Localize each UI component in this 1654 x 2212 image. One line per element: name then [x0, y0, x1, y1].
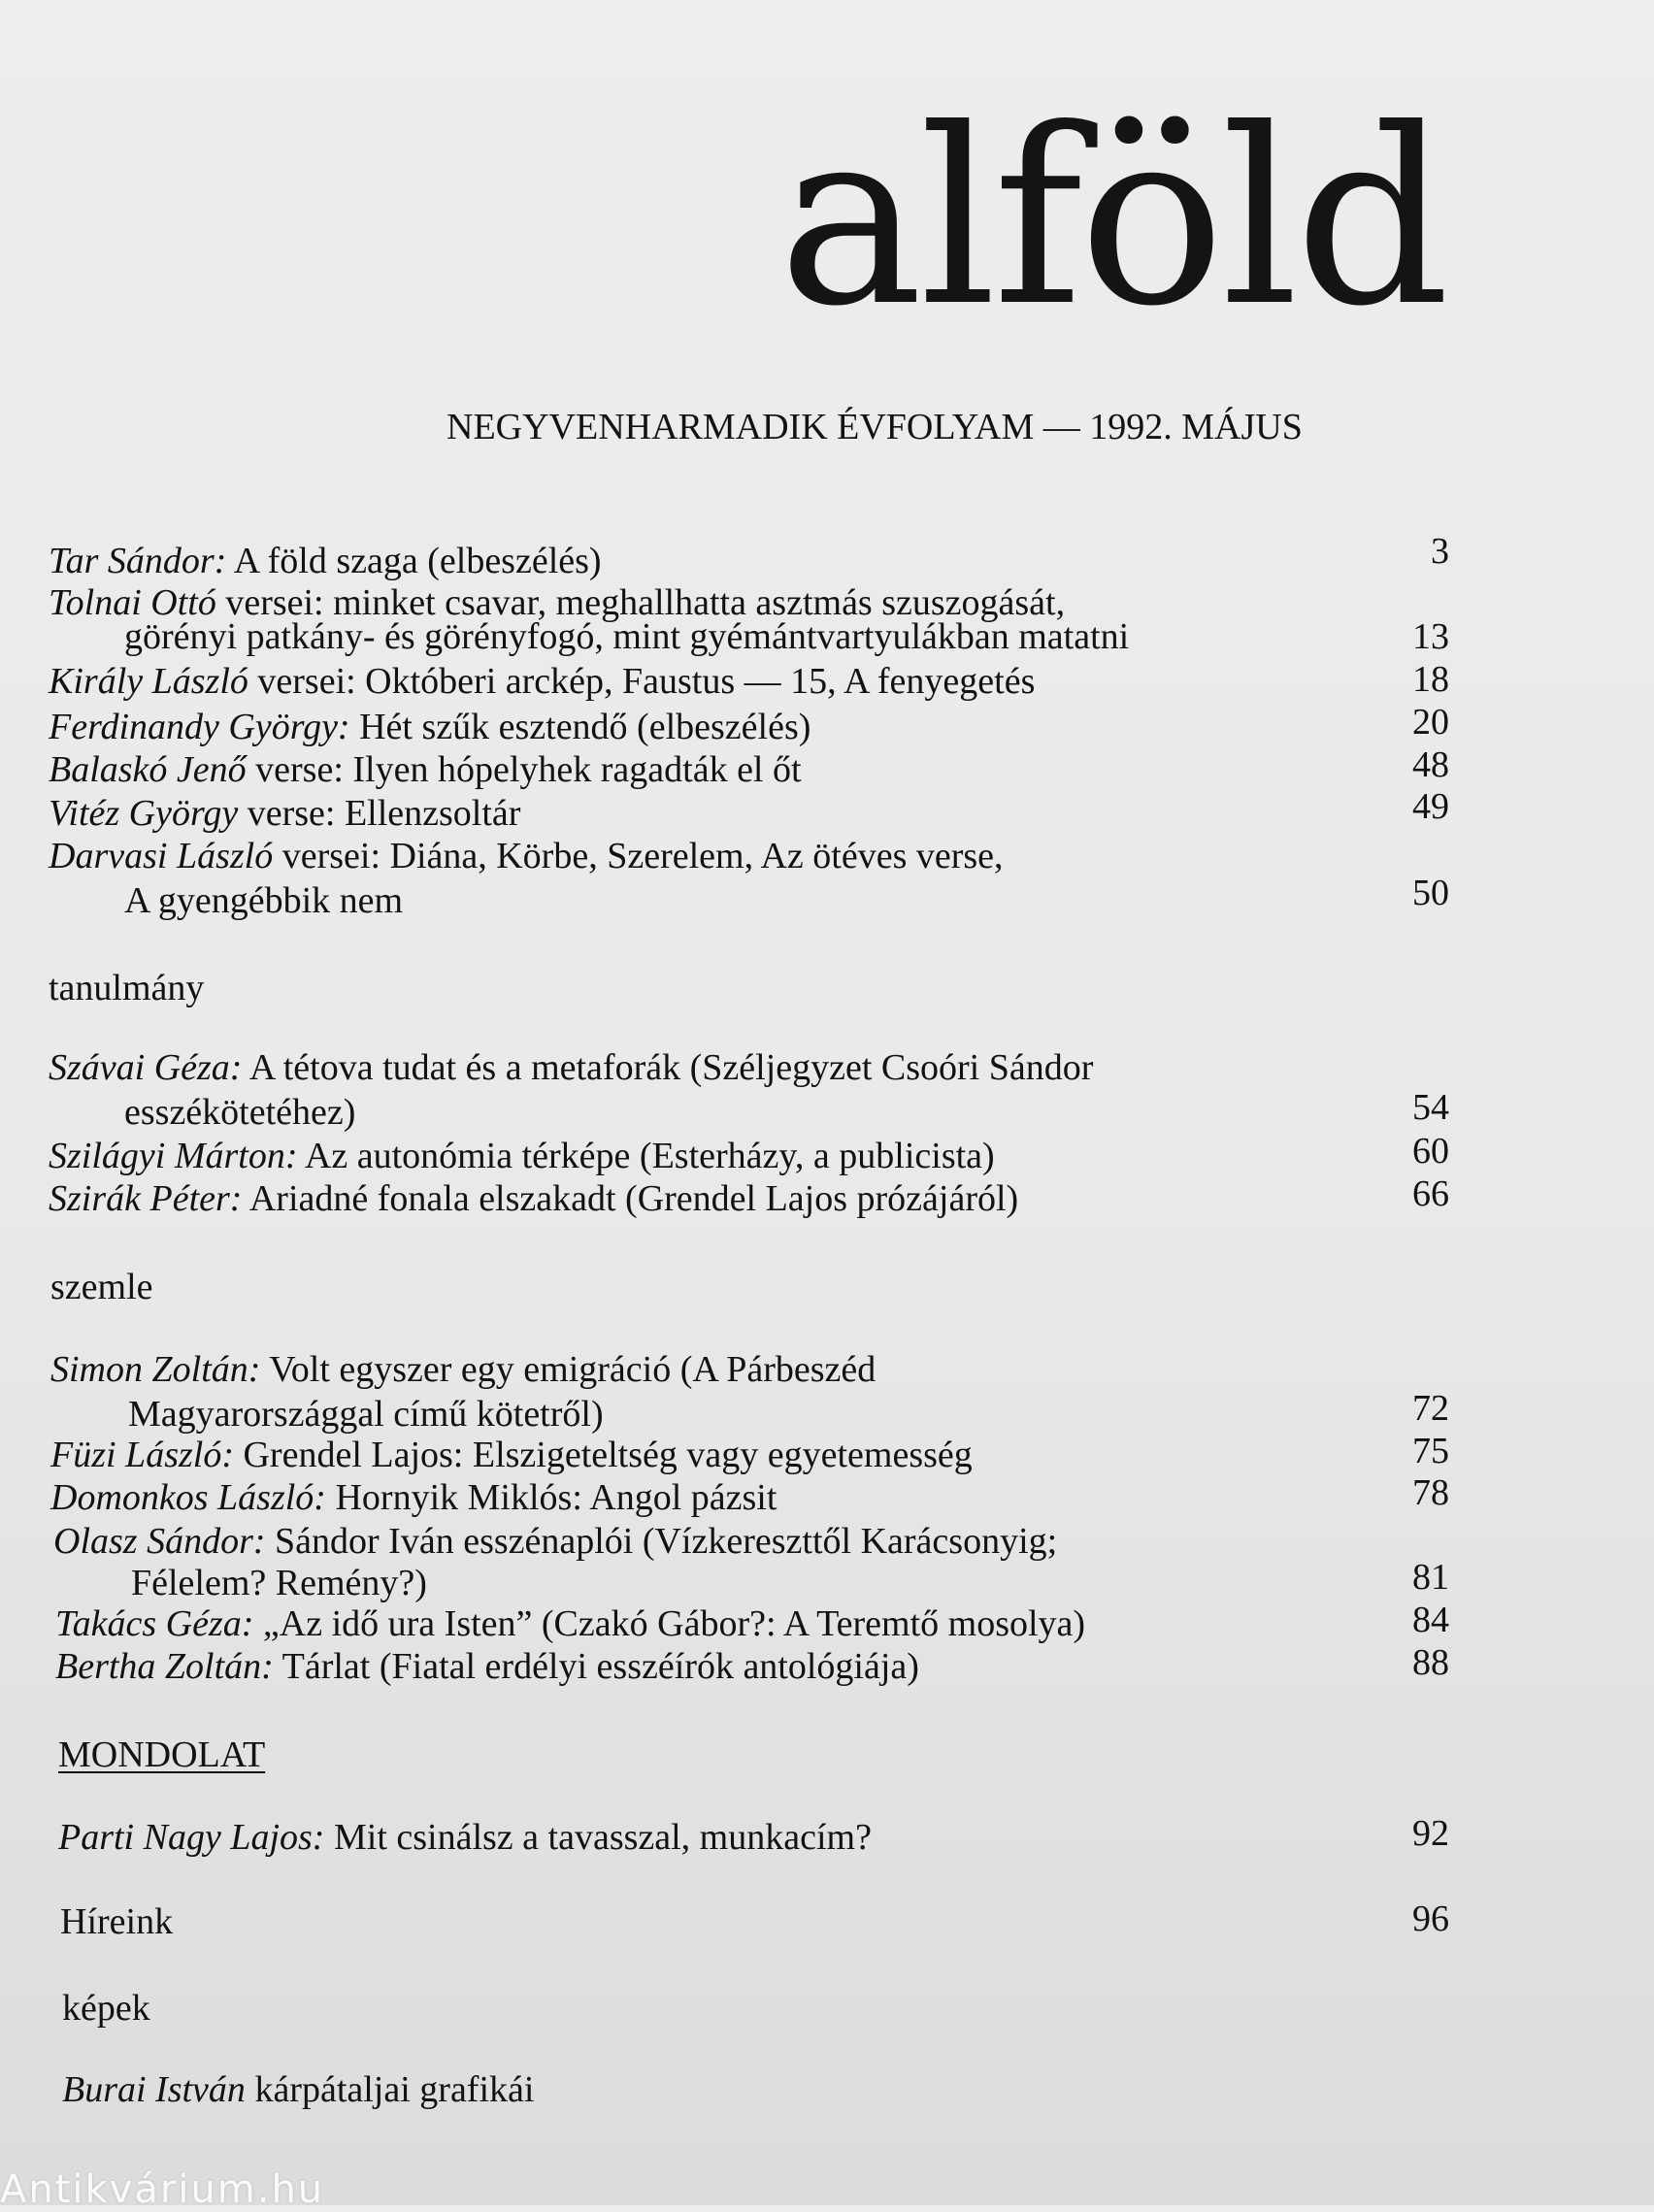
toc-page-number: 13	[1412, 616, 1449, 657]
toc-title: verse: Ellenzsoltár	[238, 793, 521, 834]
toc-page-number: 48	[1412, 744, 1449, 785]
toc-author: Olasz Sándor:	[53, 1521, 266, 1562]
toc-title: Mit csinálsz a tavasszal, munkacím?	[324, 1817, 872, 1858]
toc-entry	[49, 1134, 995, 1178]
toc-title: kárpátaljai grafikái	[245, 2069, 535, 2110]
toc-page-number: 78	[1412, 1472, 1449, 1513]
toc-title-continuation: Magyarországgal című kötetről)	[128, 1394, 604, 1435]
toc-entry	[49, 539, 602, 583]
toc-author: Simon Zoltán:	[50, 1349, 261, 1390]
toc-author: Vitéz György	[49, 793, 239, 834]
issue-line: NEGYVENHARMADIK ÉVFOLYAM — 1992. MÁJUS	[447, 407, 1303, 447]
section-heading-kepek: képek	[62, 1988, 150, 2029]
toc-title: A föld szaga (elbeszélés)	[226, 541, 602, 581]
magazine-masthead: alföld	[777, 77, 1446, 359]
toc-entry	[49, 1045, 1093, 1090]
toc-title: versei: Diána, Körbe, Szerelem, Az ötéves verse,	[273, 836, 1004, 876]
toc-title: „Az idő ura Isten” (Czakó Gábor?: A Teremtő mosolya)	[253, 1603, 1086, 1644]
section-heading-tanulmany: tanulmány	[49, 968, 205, 1008]
toc-title-continuation: Félelem? Remény?)	[131, 1563, 427, 1603]
toc-author: Tar Sándor:	[49, 541, 227, 581]
toc-title: Hornyik Miklós: Angol pázsit	[325, 1477, 777, 1518]
toc-title: Sándor Iván esszénaplói (Vízkereszttől Karácsonyig;	[265, 1521, 1058, 1562]
toc-author: Szirák Péter:	[49, 1178, 243, 1219]
toc-page-number: 81	[1412, 1557, 1449, 1598]
toc-author: Darvasi László	[49, 836, 274, 876]
watermark: Antikvárium.hu	[0, 2167, 325, 2212]
toc-page-number: 88	[1412, 1642, 1449, 1683]
toc-entry	[50, 1433, 973, 1477]
toc-author: Balaskó Jenő	[49, 749, 247, 790]
toc-page-number: 84	[1412, 1600, 1449, 1640]
toc-entry	[58, 1815, 872, 1860]
toc-title: Grendel Lajos: Elszigeteltség vagy egyetemesség	[233, 1435, 973, 1475]
toc-page-number: 3	[1431, 531, 1449, 572]
section-heading-hireink: Híreink	[60, 1901, 174, 1942]
toc-author: Domonkos László:	[50, 1477, 326, 1518]
toc-page-number: 54	[1412, 1087, 1449, 1128]
toc-title: Hét szűk esztendő (elbeszélés)	[349, 707, 811, 747]
toc-entry	[50, 1347, 876, 1392]
toc-author: Burai István	[62, 2069, 246, 2110]
toc-title: Az autonómia térképe (Esterházy, a publicista)	[297, 1136, 995, 1176]
toc-entry	[55, 1644, 919, 1689]
toc-title: Tárlat (Fiatal erdélyi esszéírók antológiája)	[273, 1646, 919, 1687]
section-heading-mondolat: MONDOLAT	[58, 1734, 266, 1775]
toc-title: versei: minket csavar, meghallhatta asztmás szuszogását,	[215, 582, 1066, 623]
toc-author: Bertha Zoltán:	[55, 1646, 274, 1687]
toc-entry	[53, 1519, 1057, 1564]
toc-page-number: 72	[1412, 1388, 1449, 1429]
toc-entry	[49, 705, 810, 749]
section-heading-szemle: szemle	[50, 1267, 153, 1307]
toc-page-number: 96	[1412, 1898, 1449, 1939]
toc-entry	[62, 2067, 534, 2112]
toc-title-continuation: A gyengébbik nem	[124, 880, 404, 921]
toc-page-number: 18	[1412, 659, 1449, 700]
toc-page-number: 49	[1412, 786, 1449, 827]
toc-title: versei: Októberi arckép, Faustus — 15, A fenyegetés	[248, 661, 1036, 702]
toc-title: Ariadné fonala elszakadt (Grendel Lajos prózájáról)	[242, 1178, 1019, 1219]
toc-author: Ferdinandy György:	[49, 707, 350, 747]
toc-author: Füzi László:	[50, 1435, 234, 1475]
toc-author: Takács Géza:	[55, 1603, 254, 1644]
toc-author: Parti Nagy Lajos:	[58, 1817, 325, 1858]
toc-title: verse: Ilyen hópelyhek ragadták el őt	[246, 749, 802, 790]
toc-title-continuation: görényi patkány- és görényfogó, mint gyémántvartyulákban matatni	[124, 616, 1130, 657]
toc-entry	[49, 791, 520, 836]
toc-author: Szávai Géza:	[49, 1047, 243, 1088]
toc-author: Király László	[49, 661, 248, 702]
toc-entry	[55, 1601, 1085, 1646]
toc-author: Szilágyi Márton:	[49, 1136, 298, 1176]
toc-page-number: 20	[1412, 702, 1449, 743]
toc-page-number: 75	[1412, 1431, 1449, 1471]
toc-page-number: 60	[1412, 1131, 1449, 1172]
toc-entry	[49, 659, 1035, 704]
toc-entry	[50, 1475, 777, 1520]
toc-title: Volt egyszer egy emigráció (A Párbeszéd	[260, 1349, 877, 1390]
toc-page-number: 66	[1412, 1173, 1449, 1214]
toc-title-continuation: esszékötetéhez)	[124, 1092, 356, 1133]
toc-title: A tétova tudat és a metaforák (Széljegyzet Csoóri Sándor	[242, 1047, 1094, 1088]
toc-author: Tolnai Ottó	[49, 582, 216, 623]
toc-entry	[49, 747, 802, 792]
toc-entry	[49, 1176, 1018, 1221]
toc-page-number: 92	[1412, 1813, 1449, 1854]
toc-page-number: 50	[1412, 873, 1449, 913]
toc-entry	[49, 834, 1004, 878]
